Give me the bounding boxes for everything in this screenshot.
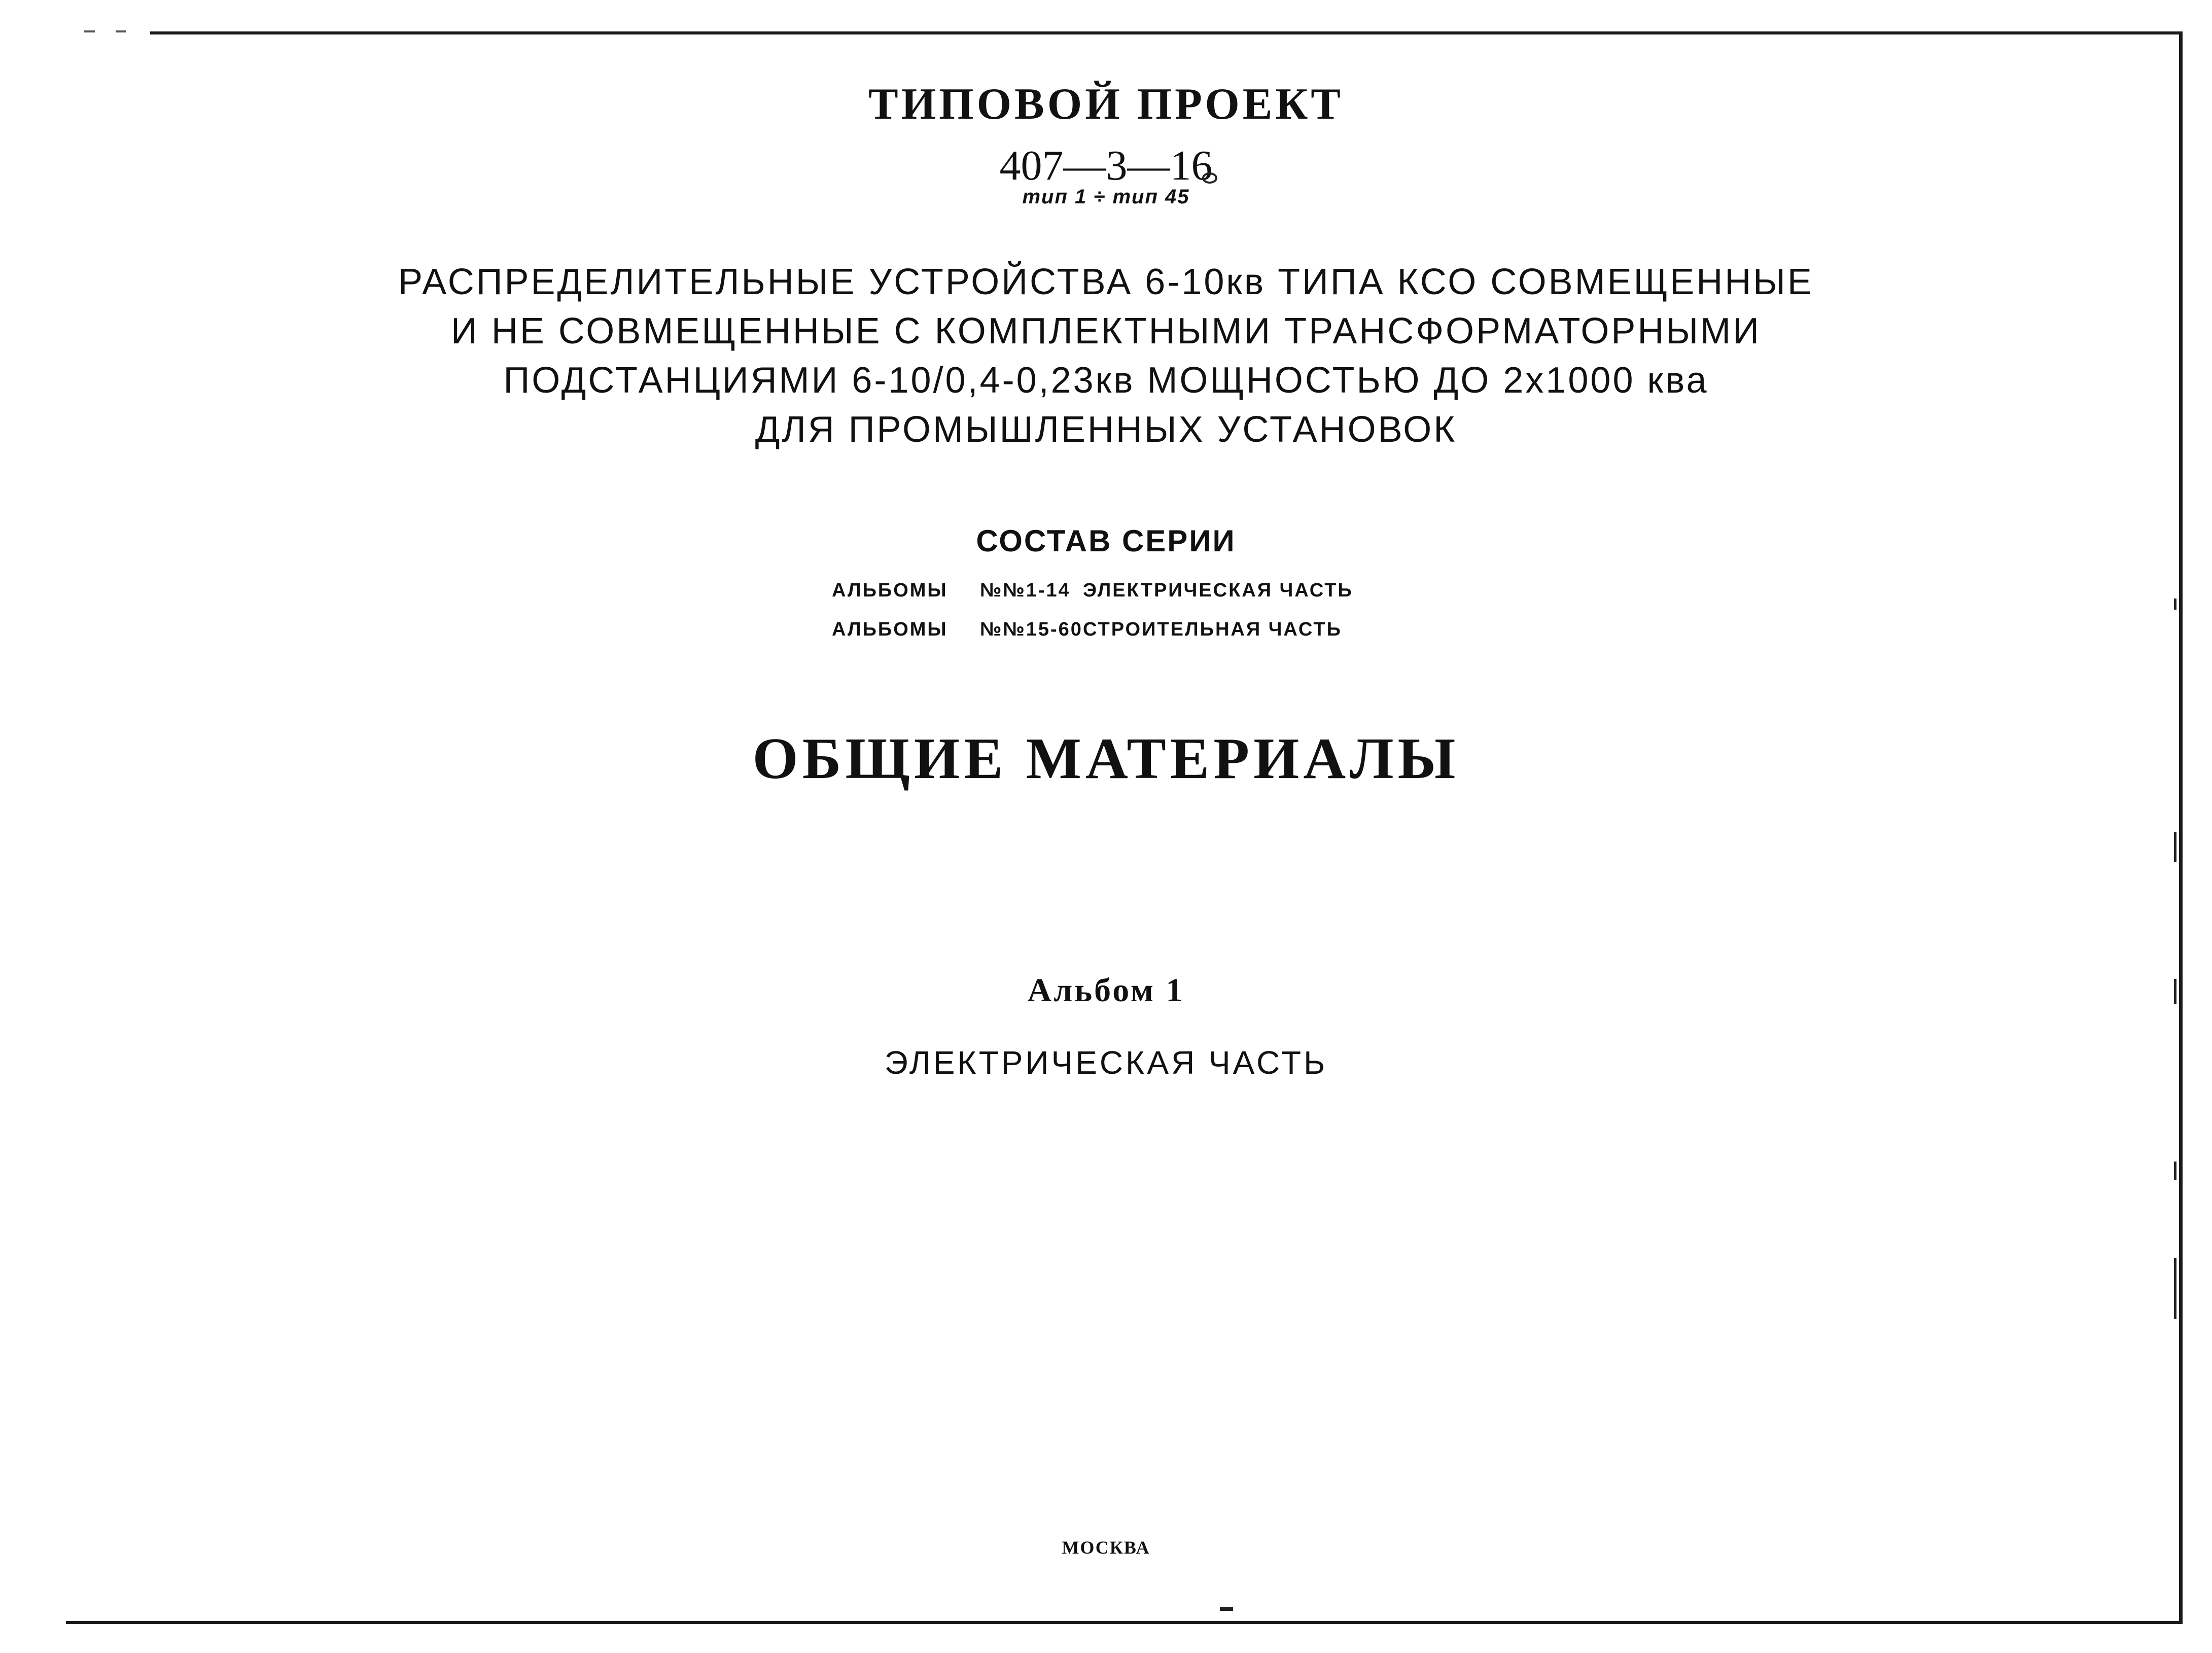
- corner-tick: [116, 30, 126, 32]
- series-item-range: №№15-60: [980, 619, 1083, 640]
- page-border-bottom: [66, 1621, 2182, 1624]
- album-subtitle: ЭЛЕКТРИЧЕСКАЯ ЧАСТЬ: [884, 1044, 1328, 1081]
- print-speck: [2174, 599, 2176, 610]
- print-speck: [1220, 1607, 1233, 1611]
- description-line-1: РАСПРЕДЕЛИТЕЛЬНЫЕ УСТРОЙСТВА 6-10кв ТИПА КСО СОВМЕЩЕННЫЕ: [398, 262, 1814, 302]
- project-type-range: тип 1 ÷ тип 45: [1022, 186, 1190, 208]
- series-item: [0, 619, 2212, 644]
- publisher-city: МОСКВА: [1062, 1537, 1150, 1558]
- corner-tick: [84, 30, 95, 32]
- project-number: 407—3—16: [999, 142, 1213, 189]
- description-line-2: И НЕ СОВМЕЩЕННЫЕ С КОМПЛЕКТНЫМИ ТРАНСФОРМАТОРНЫМИ: [451, 311, 1761, 351]
- print-speck: [2174, 832, 2176, 862]
- series-item-part: СТРОИТЕЛЬНАЯ ЧАСТЬ: [1083, 619, 1342, 640]
- print-speck: [2174, 1162, 2176, 1180]
- print-speck: [2174, 1258, 2176, 1319]
- series-heading: СОСТАВ СЕРИИ: [976, 524, 1236, 558]
- page-border-top: [150, 31, 2182, 34]
- series-item-label: АЛЬБОМЫ: [832, 580, 948, 601]
- series-item-range: №№1-14: [980, 580, 1071, 601]
- description-line-3: ПОДСТАНЦИЯМИ 6-10/0,4-0,23кв МОЩНОСТЬЮ ДО 2х1000 ква: [503, 360, 1709, 401]
- main-title: ОБЩИЕ МАТЕРИАЛЫ: [752, 726, 1460, 791]
- series-item: [0, 580, 2212, 605]
- album-label: Альбом 1: [1027, 972, 1185, 1009]
- description-line-4: ДЛЯ ПРОМЫШЛЕННЫХ УСТАНОВОК: [755, 409, 1457, 450]
- series-item-label: АЛЬБОМЫ: [832, 619, 948, 640]
- series-item-part: ЭЛЕКТРИЧЕСКАЯ ЧАСТЬ: [1083, 580, 1353, 601]
- print-speck: [2174, 979, 2176, 1004]
- stamp-mark: [1202, 172, 1217, 184]
- document-title: ТИПОВОЙ ПРОЕКТ: [868, 80, 1344, 129]
